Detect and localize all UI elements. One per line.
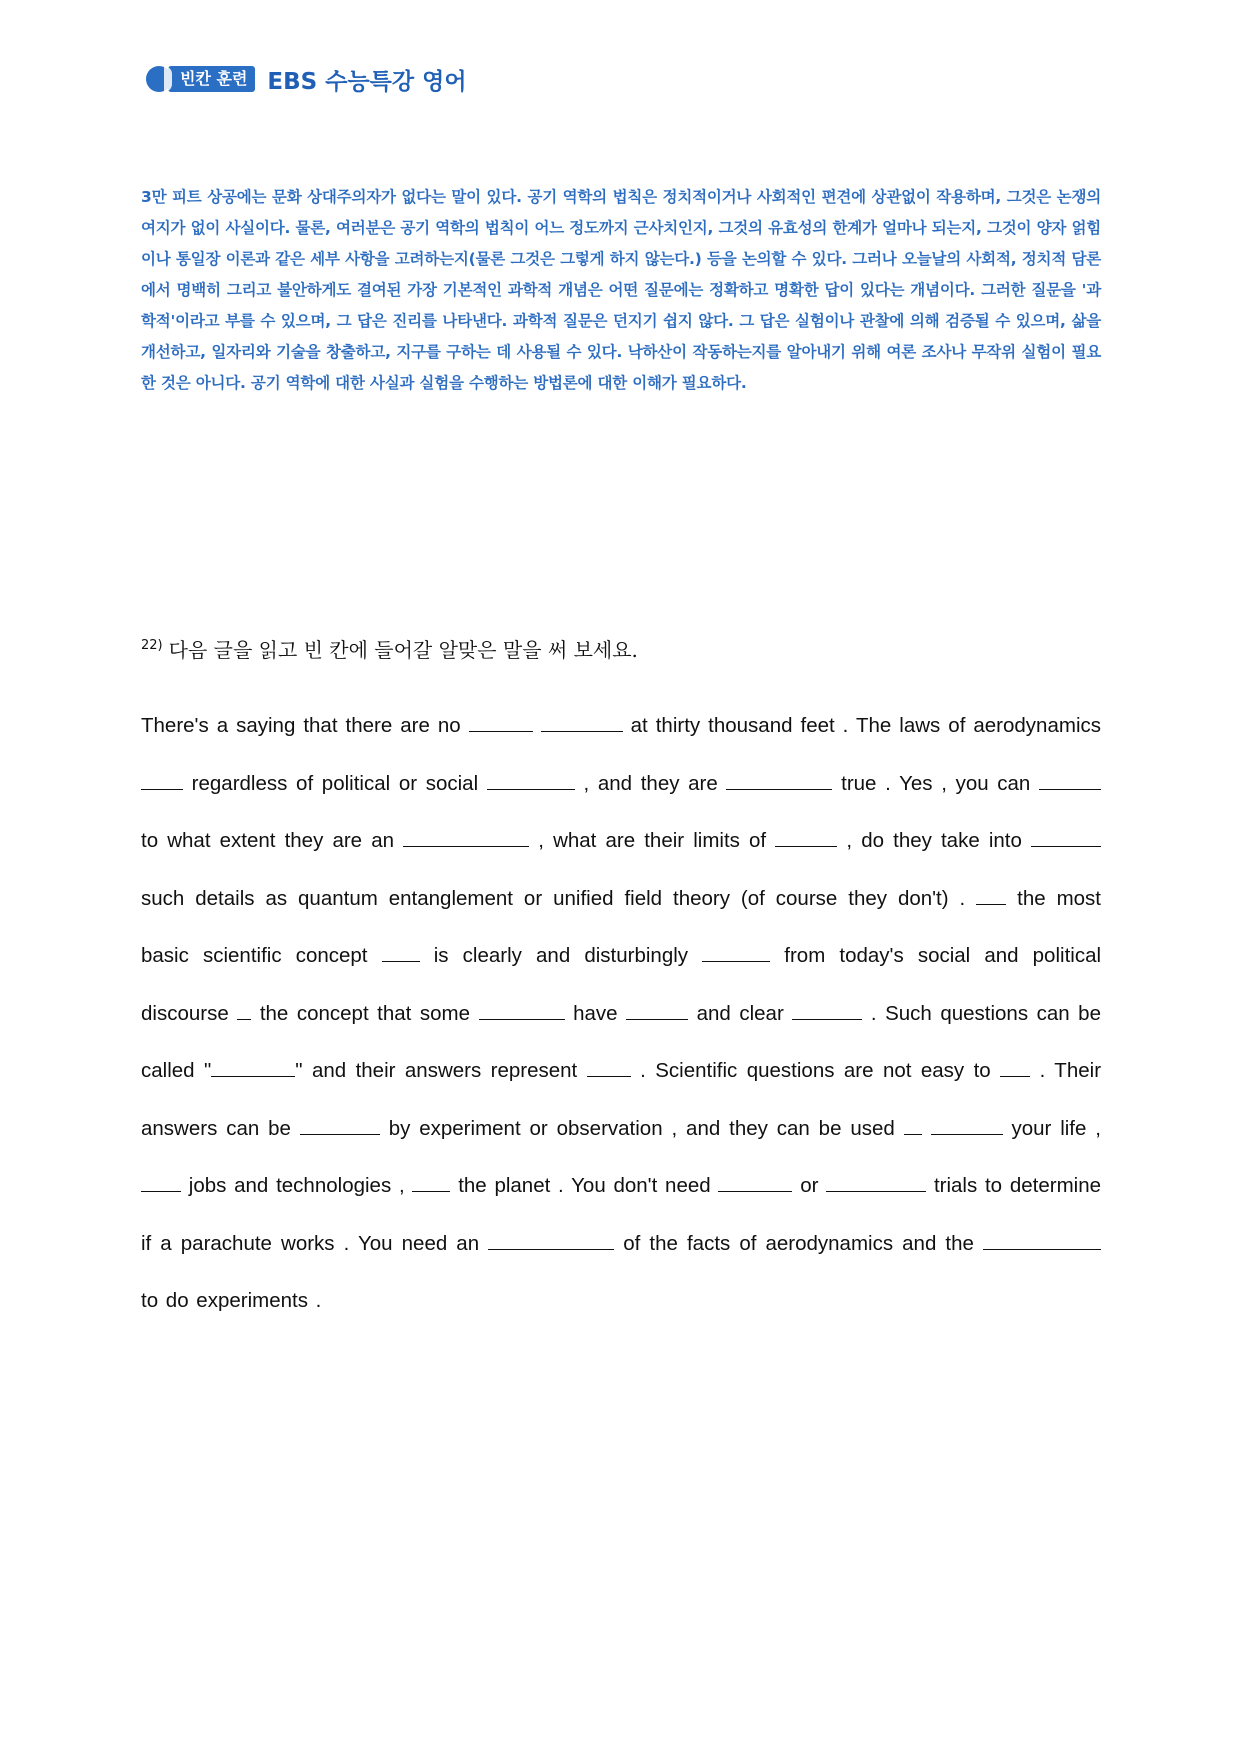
blank-field[interactable] [141,771,183,790]
passage-text: to what extent they are an [141,829,395,852]
blank-field[interactable] [826,1173,926,1192]
badge-circle-icon [146,66,172,92]
passage-text: , and they are [583,771,718,795]
blank-field[interactable] [211,1058,295,1077]
passage-text: jobs and technologies , [188,1174,405,1197]
passage-text: regardless of political or social [191,771,479,795]
badge-label: 빈칸 훈련 [168,66,255,92]
question-instruction [141,634,638,663]
passage-text: , what are their limits of [538,829,767,852]
passage-text: have [573,1001,618,1025]
passage-text: to do experiments . [141,1289,322,1312]
blank-field[interactable] [976,886,1006,905]
passage-text: is clearly and disturbingly [433,944,689,967]
passage-text: . Their answers can be [141,1059,1102,1140]
blank-field[interactable] [488,1231,614,1250]
passage-text: or [800,1174,819,1197]
passage-text: " and their answers represent [295,1059,578,1082]
blank-field[interactable] [626,1001,688,1020]
passage-text: at thirty thousand feet . The laws of aerodynamics [630,714,1101,737]
passage-text: the concept that some [259,1001,471,1025]
blank-field[interactable] [904,1116,922,1135]
blank-field[interactable] [775,828,837,847]
blank-field[interactable] [792,1001,862,1020]
blank-field[interactable] [469,713,533,732]
page-header [146,62,467,96]
passage-text: , do they take into [846,829,1022,852]
passage-text: by experiment or observation , and they can be used [388,1116,895,1140]
passage-text: your life , [1011,1116,1101,1140]
passage-text: true . Yes , you can [841,771,1031,795]
blank-field[interactable] [382,943,420,962]
passage-text: from today's social and political discourse [141,944,1102,1025]
question-text: 다음 글을 읽고 빈 칸에 들어갈 알맞은 말을 써 보세요. [168,638,638,662]
blank-field[interactable] [412,1173,450,1192]
blank-field[interactable] [541,713,623,732]
question-number: 22) [141,638,163,654]
passage-text: such details as quantum entanglement or unified field theory (of course they don't) . [141,886,966,910]
blank-field[interactable] [931,1116,1003,1135]
blank-field[interactable] [487,771,575,790]
passage-text: trials to determine if a parachute works . You need an [141,1174,1102,1255]
blank-field[interactable] [718,1173,792,1192]
blank-field[interactable] [141,1173,181,1192]
blank-field[interactable] [1039,771,1101,790]
passage-text: of the facts of aerodynamics and the [623,1231,974,1255]
blank-field[interactable] [403,828,529,847]
passage-text: . Scientific questions are not easy to [640,1059,991,1082]
blank-field[interactable] [587,1058,631,1077]
blank-field[interactable] [1000,1058,1030,1077]
blank-field[interactable] [726,771,832,790]
blank-field[interactable] [702,943,770,962]
blank-field[interactable] [983,1231,1101,1250]
korean-translation-passage: 3만 피트 상공에는 문화 상대주의자가 없다는 말이 있다. 공기 역학의 법칙은 정치적이거나 사회적인 편견에 상관없이 작용하며, 그것은 논쟁의 여지가 없이 사실이다. 물론, 여러분은 공기 역학의 법칙이 어느 정도까지 근사치인지, 그것의 유효성의 한계가 얼마나 되는지, 그것이 양자 얽힘이나 통일장 이론과 같은 세부 사항을 고려하는지(물론 그것은 그렇게 하지 않는다.) 등을 논의할 수 있다. 그러나 오늘날의 사회적, 정치적 담론에서 명백히 그리고 불안하게도 결여된 가장 기본적인 과학적 개념은 어떤 질문에는 정확하고 명확한 답이 있다는 개념이다. 그러한 질문을 '과학적'이라고 부를 수 있으며, 그 답은 진리를 나타낸다. 과학적 질문은 던지기 쉽지 않다. 그 답은 실험이나 관찰에 의해 검증될 수 있으며, 삶을 개선하고, 일자리와 기술을 창출하고, 지구를 구하는 데 사용될 수 있다. 낙하산이 작동하는지를 알아내기 위해 여론 조사나 무작위 실험이 필요한 것은 아니다. 공기 역학에 대한 사실과 실험을 수행하는 방법론에 대한 이해가 필요하다. [141,188,1101,392]
blank-field[interactable] [237,1001,251,1020]
english-cloze-passage [141,697,1101,1330]
header-title: EBS 수능특강 영어 [267,68,467,95]
passage-text: There's a saying that there are no [141,714,461,737]
passage-text: the most basic scientific concept [141,886,1101,967]
blank-field[interactable] [300,1116,380,1135]
passage-text: . Such questions can be called " [141,1001,1101,1082]
passage-text: and clear [696,1001,784,1025]
blank-field[interactable] [1031,828,1101,847]
section-badge [146,66,255,92]
blank-field[interactable] [479,1001,565,1020]
passage-text: the planet . You don't need [458,1174,711,1197]
